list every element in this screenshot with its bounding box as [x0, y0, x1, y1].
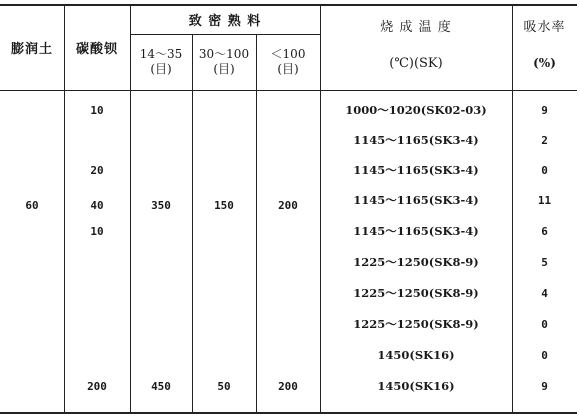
table-bottom-rule — [0, 412, 577, 414]
row-absorption: 0 — [541, 317, 548, 331]
header-absorption-unit: (%) — [533, 56, 556, 70]
row-firing-temp: 1145～1165(SK3-4) — [353, 193, 479, 207]
header-firing-temp: 烧 成 温 度 — [380, 19, 452, 35]
row-firing-temp: 1145～1165(SK3-4) — [353, 133, 479, 147]
header-barium-carbonate: 碳酸钡 — [75, 41, 118, 57]
grog-size-unit: (目) — [150, 62, 172, 76]
col-rule-3 — [192, 34, 193, 414]
grog-size-unit: (目) — [277, 62, 299, 76]
header-firing-temp-unit: (℃)(SK) — [389, 55, 443, 71]
header-grog-14-35 — [130, 34, 192, 90]
row-firing-temp: 1450(SK16) — [377, 348, 455, 362]
header-bottom-rule — [0, 90, 577, 91]
grog-30-100-value: 50 — [217, 379, 231, 393]
row-firing-temp: 1225～1250(SK8-9) — [353, 286, 479, 300]
col-rule-4 — [256, 34, 257, 414]
row-absorption: 0 — [541, 348, 548, 362]
row-firing-temp: 1225～1250(SK8-9) — [353, 255, 479, 269]
grog-size-range: ＜100 — [270, 47, 306, 61]
row-baco3: 200 — [87, 379, 107, 393]
row-absorption: 9 — [541, 379, 548, 393]
grog-size-range: 30～100 — [198, 47, 250, 61]
row-absorption: 2 — [541, 133, 548, 147]
row-absorption: 5 — [541, 255, 548, 269]
row-firing-temp: 1000～1020(SK02-03) — [345, 103, 487, 117]
row-firing-temp: 1145～1165(SK3-4) — [353, 224, 479, 238]
grog-lt100-value: 200 — [278, 198, 298, 212]
row-absorption: 0 — [541, 163, 548, 177]
row-absorption: 9 — [541, 103, 548, 117]
grog-30-100-value: 150 — [214, 198, 234, 212]
header-grog-30-100 — [192, 34, 256, 90]
row-absorption: 11 — [537, 193, 552, 207]
row-firing-temp: 1450(SK16) — [377, 379, 455, 393]
grog-size-range: 14～35 — [139, 47, 183, 61]
grog-size-unit: (目) — [213, 62, 235, 76]
data-table — [0, 4, 577, 414]
row-baco3: 10 — [90, 103, 104, 117]
row-baco3: 10 — [90, 224, 104, 238]
row-firing-temp: 1225～1250(SK8-9) — [353, 317, 479, 331]
grog-14-35-value: 350 — [151, 198, 171, 212]
row-absorption: 4 — [541, 286, 548, 300]
row-baco3: 20 — [90, 163, 104, 177]
header-dense-grog: 致 密 熟 料 — [188, 13, 262, 29]
header-bentonite: 膨润土 — [10, 41, 53, 57]
row-absorption: 6 — [541, 224, 548, 238]
grog-lt100-value: 200 — [278, 379, 298, 393]
header-absorption: 吸水率 — [523, 19, 566, 35]
row-baco3: 40 — [90, 198, 104, 212]
header-grog-lt100 — [256, 34, 320, 90]
grog-14-35-value: 450 — [151, 379, 171, 393]
bentonite-value: 60 — [25, 198, 39, 212]
row-firing-temp: 1145～1165(SK3-4) — [353, 163, 479, 177]
